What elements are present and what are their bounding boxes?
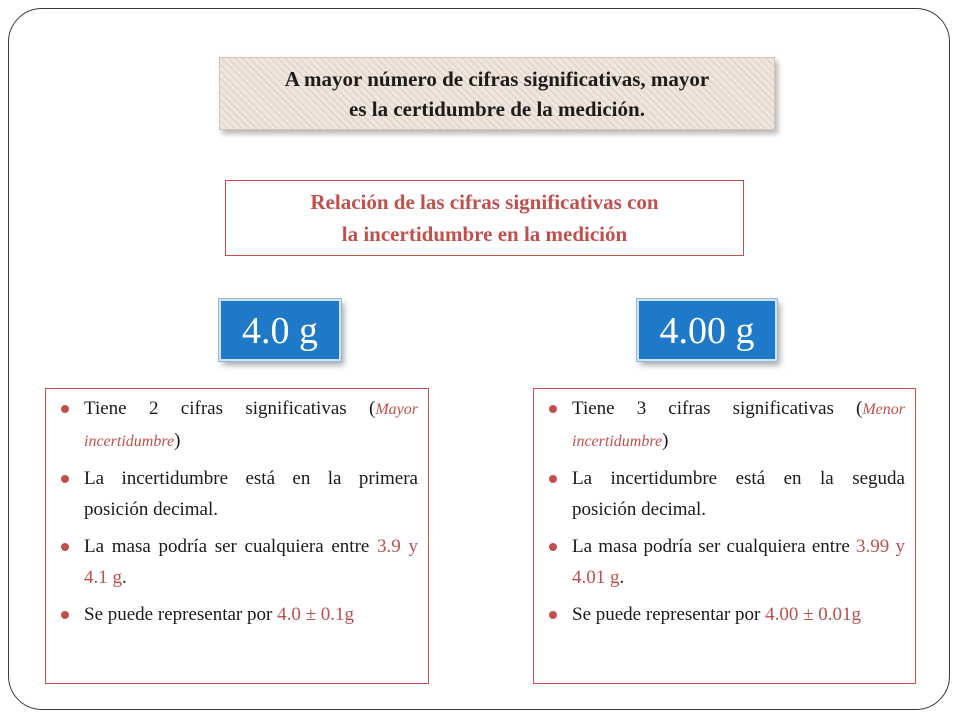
badge-4-0g: 4.0 g bbox=[219, 299, 341, 361]
badge-4-00g: 4.00 g bbox=[637, 299, 777, 361]
header-text: A mayor número de cifras significativas, mayor es la certidumbre de la medición. bbox=[284, 66, 710, 121]
left-bullet-list bbox=[84, 393, 418, 630]
item-note: Menor incertidumbre bbox=[572, 401, 905, 450]
list-item bbox=[84, 599, 418, 630]
subtitle-box bbox=[225, 180, 744, 256]
item-end: . bbox=[122, 567, 127, 588]
list-item bbox=[572, 531, 905, 593]
item-text: La masa podría ser cualquiera entre bbox=[572, 536, 857, 557]
list-item bbox=[572, 393, 905, 457]
item-note: Mayor incertidumbre bbox=[84, 401, 418, 450]
subtitle-text: Relación de las cifras significativas con la incertidumbre en la medición bbox=[310, 190, 659, 246]
item-end: . bbox=[619, 567, 625, 588]
item-text: Se puede representar por bbox=[572, 604, 766, 625]
list-item bbox=[84, 531, 418, 593]
item-text: La masa podría ser cualquiera entre bbox=[84, 536, 378, 557]
right-bullet-list bbox=[572, 393, 905, 630]
right-panel bbox=[533, 388, 916, 684]
item-end: ) bbox=[174, 430, 181, 451]
item-end: ) bbox=[662, 430, 669, 451]
left-panel bbox=[45, 388, 429, 684]
header-callout bbox=[219, 57, 775, 130]
item-text: Tiene 2 cifras significativas ( bbox=[84, 398, 376, 419]
item-text: La incertidumbre está en la seguda posición decimal. bbox=[572, 468, 905, 520]
list-item bbox=[84, 463, 418, 525]
list-item bbox=[572, 463, 905, 525]
item-value: 4.00 ± 0.01g bbox=[765, 604, 862, 625]
list-item bbox=[84, 393, 418, 457]
item-text: Se puede representar por bbox=[84, 604, 278, 625]
item-value: 4.0 ± 0.1g bbox=[277, 604, 355, 625]
item-range: 3.9 y 4.1 g bbox=[84, 536, 418, 588]
item-text: La incertidumbre está en la primera posición decimal. bbox=[84, 468, 418, 520]
list-item bbox=[572, 599, 905, 630]
item-range: 3.99 y 4.01 g bbox=[572, 536, 905, 588]
item-text: Tiene 3 cifras significativas ( bbox=[572, 398, 863, 419]
